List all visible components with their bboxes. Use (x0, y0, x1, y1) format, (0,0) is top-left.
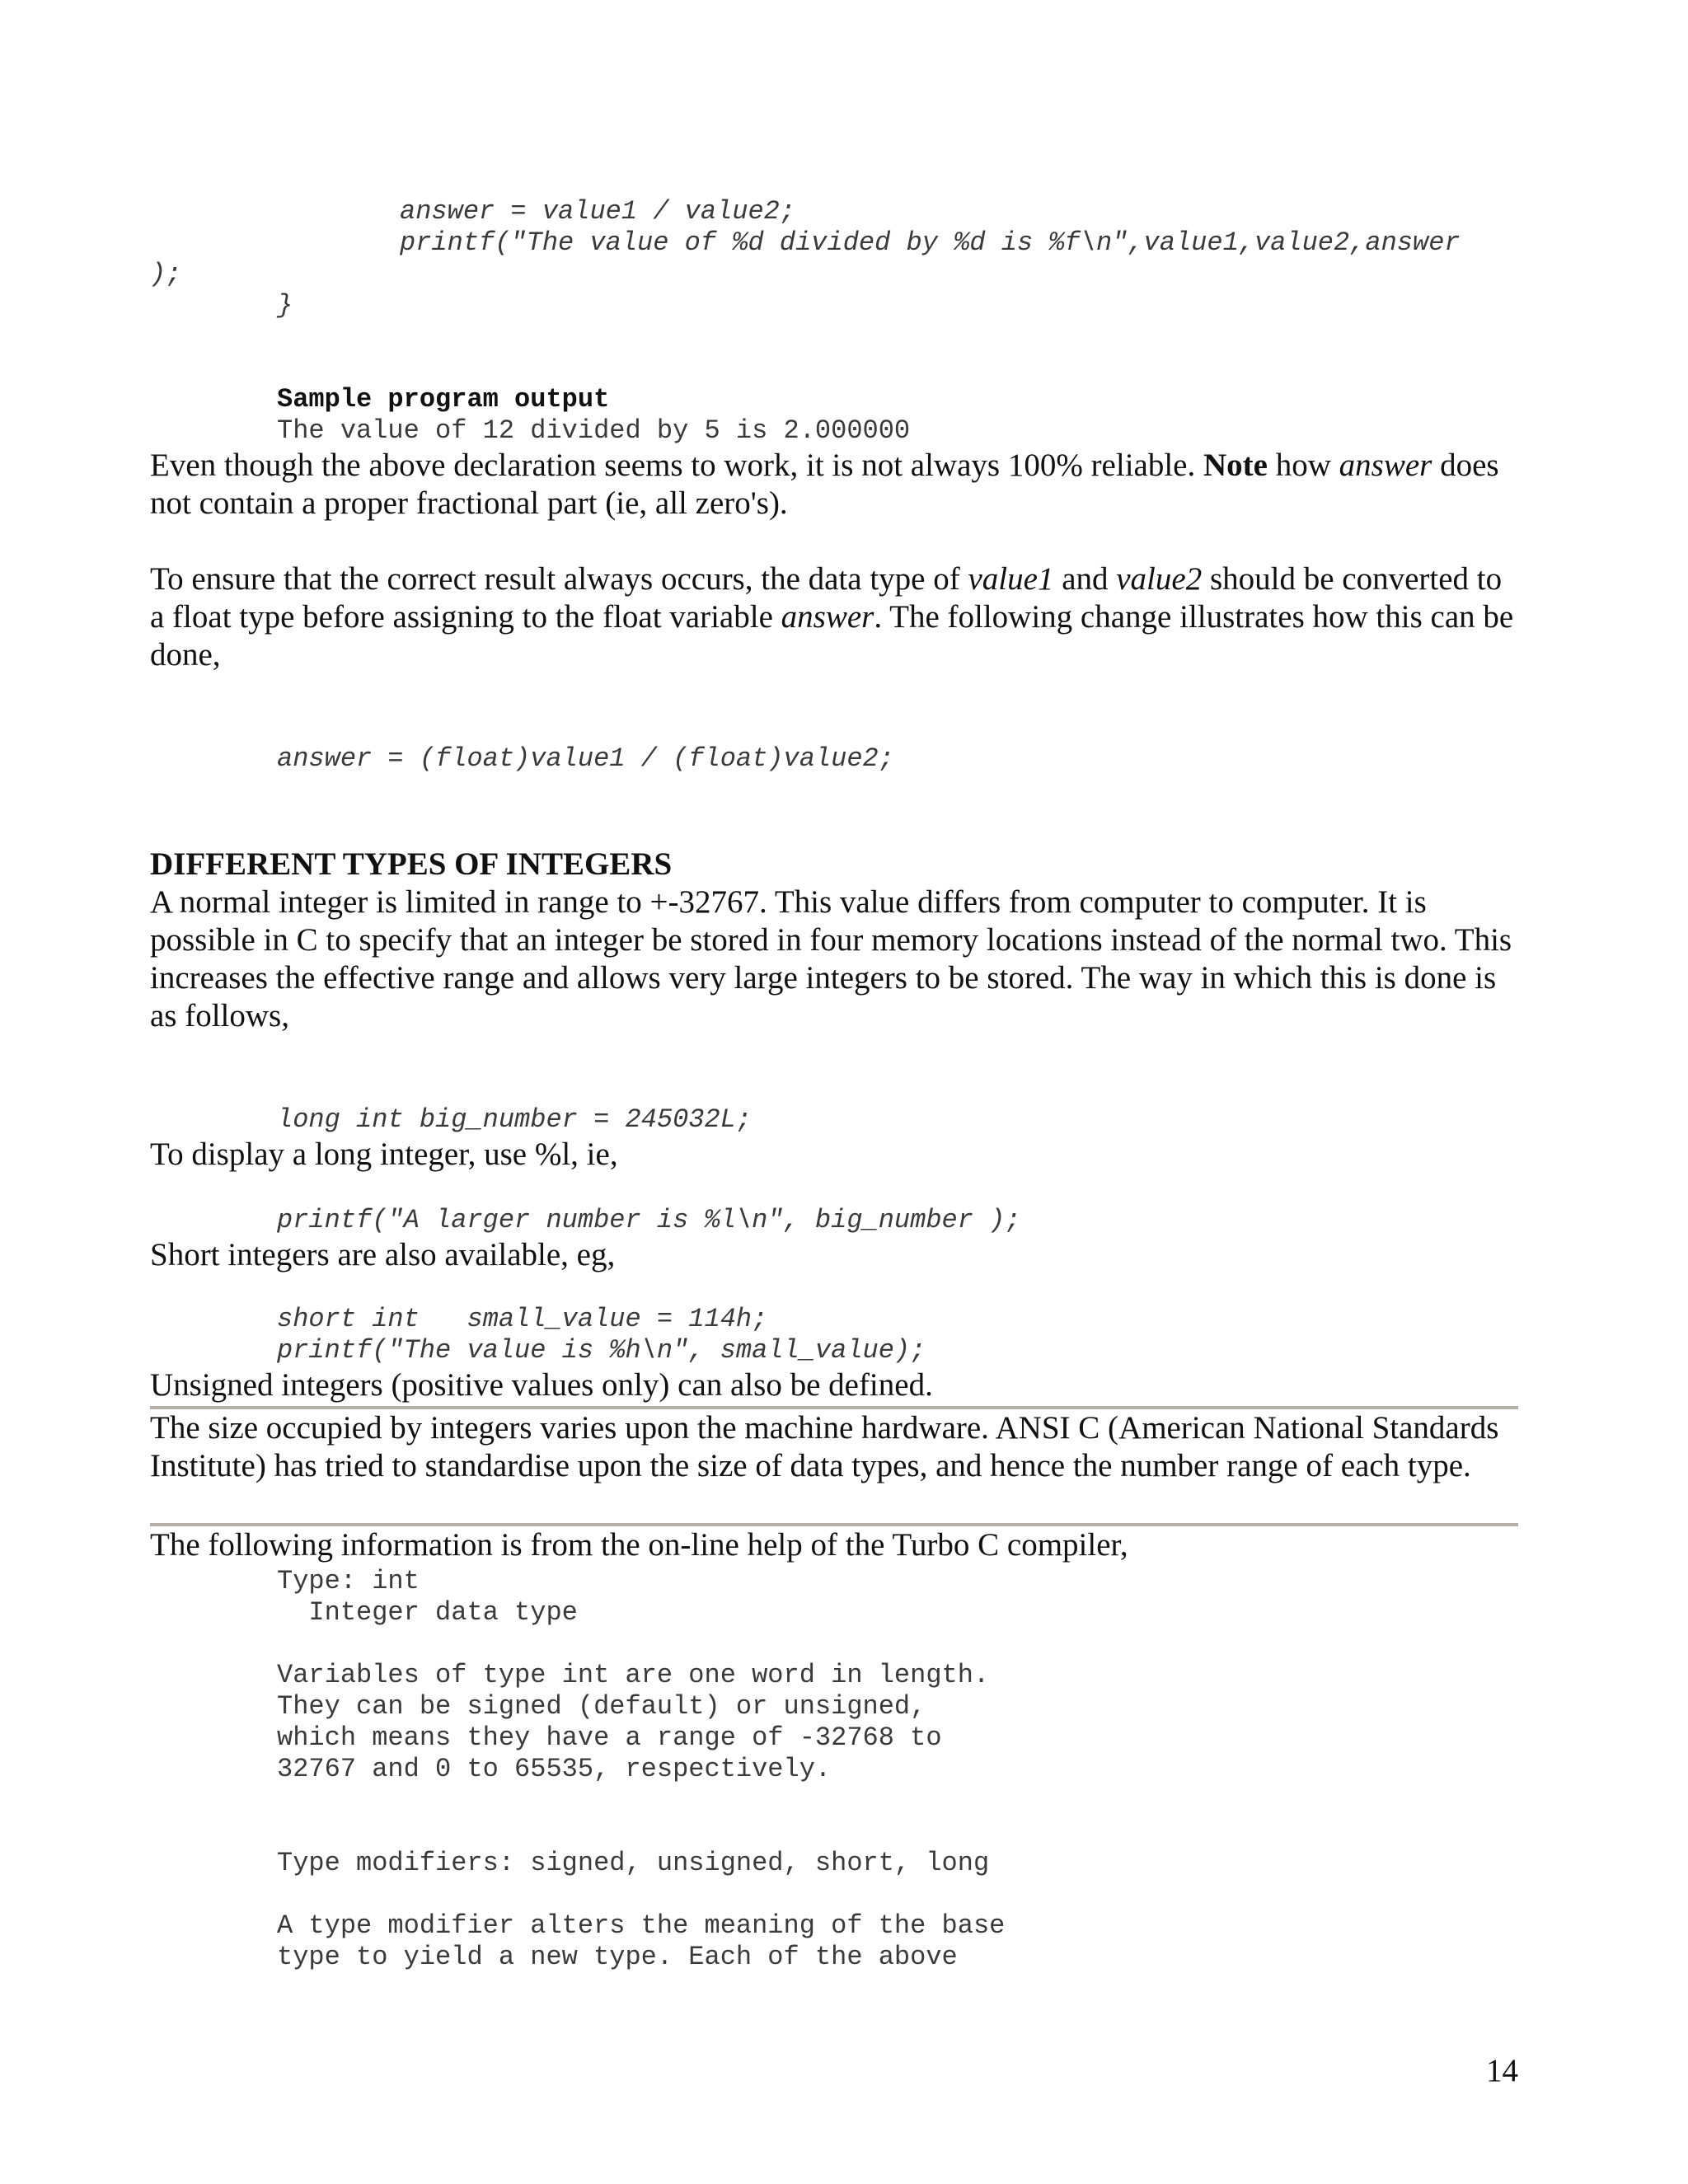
code-long-int: long int big_number = 245032L; (277, 1104, 753, 1135)
paragraph-turbo-c: The following information is from the on-line help of the Turbo C compiler, (150, 1527, 1128, 1563)
code-line-brace: } (277, 290, 293, 321)
help-line: which means they have a range of -32768 to (277, 1722, 942, 1753)
code-short-int: short int small_value = 114h; (277, 1304, 768, 1334)
paragraph-short-integers: Short integers are also available, eg, (150, 1237, 616, 1272)
help-line: They can be signed (default) or unsigned, (277, 1691, 926, 1722)
paragraph-conversion: To ensure that the correct result always occurs, the data type of value1 and value2 should be converted to a float type before assigning to the float variable answer. The following change illustrates how this can be done, (150, 561, 1514, 673)
help-line: A type modifier alters the meaning of the base (277, 1910, 1006, 1941)
paragraph-reliability: Even though the above declaration seems to work, it is not always 100% reliable. Note how answer does not contain a proper fractional part (ie, all zero's). (150, 448, 1499, 521)
answer-italic: answer (1339, 448, 1432, 483)
help-line: Type modifiers: signed, unsigned, short, long (277, 1848, 990, 1878)
paragraph-unsigned: Unsigned integers (positive values only) can also be defined. (150, 1367, 933, 1403)
code-printf-long: printf("A larger number is %l\n", big_number ); (277, 1205, 1021, 1235)
note-bold: Note (1203, 448, 1268, 483)
help-line: Integer data type (277, 1597, 578, 1628)
sample-output-line: The value of 12 divided by 5 is 2.000000 (277, 415, 911, 446)
help-line: 32767 and 0 to 65535, respectively. (277, 1754, 832, 1784)
code-line-answer: answer = value1 / value2; (400, 196, 796, 227)
sample-output-heading: Sample program output (277, 384, 610, 415)
code-line-printf: printf("The value of %d divided by %d is %f\n",value1,value2,answer (400, 227, 1461, 258)
help-line: Type: int (277, 1566, 420, 1596)
code-printf-short: printf("The value is %h\n", small_value); (277, 1335, 926, 1366)
help-line: Variables of type int are one word in length. (277, 1660, 990, 1690)
section-heading: DIFFERENT TYPES OF INTEGERS (150, 846, 673, 882)
page-number: 14 (1486, 2053, 1518, 2088)
code-line-paren: ); (150, 259, 182, 289)
help-line: type to yield a new type. Each of the above (277, 1942, 958, 1972)
paragraph-display-long: To display a long integer, use %l, ie, (150, 1137, 618, 1172)
paragraph-ansi-c: The size occupied by integers varies upon the machine hardware. ANSI C (American National Standards Institute) has tried to standardise upon the size of data types, and hence the number range of each type. (150, 1410, 1499, 1483)
paragraph-integer-range: A normal integer is limited in range to +-32767. This value differs from computer to computer. It is possible in C to specify that an integer be stored in four memory locations instead of the normal two. This increases the effective range and allows very large integers to be stored. The way in which this is done is as follows, (150, 884, 1512, 1033)
code-cast-line: answer = (float)value1 / (float)value2; (277, 743, 894, 774)
